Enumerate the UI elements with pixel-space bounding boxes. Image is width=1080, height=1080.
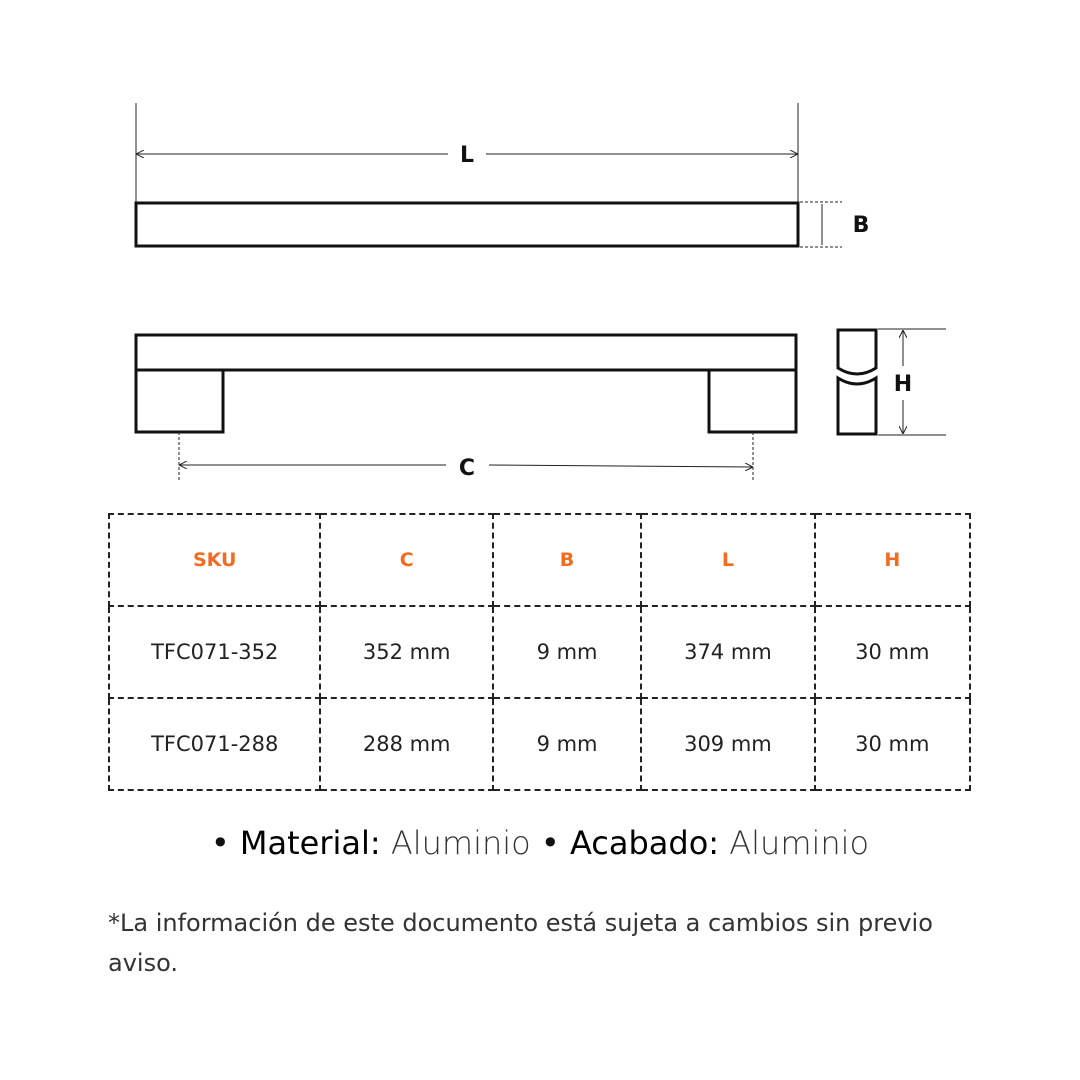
material-value: Aluminio (390, 824, 531, 862)
left-leg-outline (136, 370, 223, 432)
cell-h: 30 mm (815, 606, 970, 698)
header-l: L (641, 514, 814, 606)
table-row (109, 698, 970, 790)
cell-b: 9 mm (493, 698, 641, 790)
material-finish-line (0, 824, 1080, 862)
profile-view (838, 329, 946, 435)
bullet: • (540, 824, 560, 862)
bullet: • (210, 824, 230, 862)
right-leg-outline (709, 370, 796, 432)
handle-top-outline (136, 203, 798, 246)
header-b: B (493, 514, 641, 606)
side-view (136, 335, 796, 481)
handle-bar-outline (136, 335, 796, 370)
cell-sku: TFC071-288 (109, 698, 320, 790)
header-sku: SKU (109, 514, 320, 606)
c-dimension-line-right (489, 465, 752, 467)
cell-b: 9 mm (493, 606, 641, 698)
top-view (136, 103, 869, 247)
disclaimer-text: *La información de este documento está sujeta a cambios sin previo aviso. (108, 909, 933, 977)
table-row (109, 606, 970, 698)
cell-h: 30 mm (815, 698, 970, 790)
table-header-row (109, 514, 970, 606)
profile-top-outline (838, 330, 876, 374)
cell-c: 352 mm (320, 606, 492, 698)
spec-table (108, 513, 971, 791)
c-label: C (458, 456, 476, 481)
header-c: C (320, 514, 492, 606)
l-label: L (459, 143, 475, 168)
cell-c: 288 mm (320, 698, 492, 790)
h-label: H (893, 372, 913, 397)
finish-value: Aluminio (729, 824, 870, 862)
handle-technical-drawing (0, 0, 1080, 500)
cell-l: 374 mm (641, 606, 814, 698)
finish-key: Acabado: (569, 824, 720, 862)
profile-bottom-outline (838, 378, 876, 434)
cell-l: 309 mm (641, 698, 814, 790)
cell-sku: TFC071-352 (109, 606, 320, 698)
b-label: B (852, 213, 870, 238)
header-h: H (815, 514, 970, 606)
material-key: Material: (239, 824, 381, 862)
